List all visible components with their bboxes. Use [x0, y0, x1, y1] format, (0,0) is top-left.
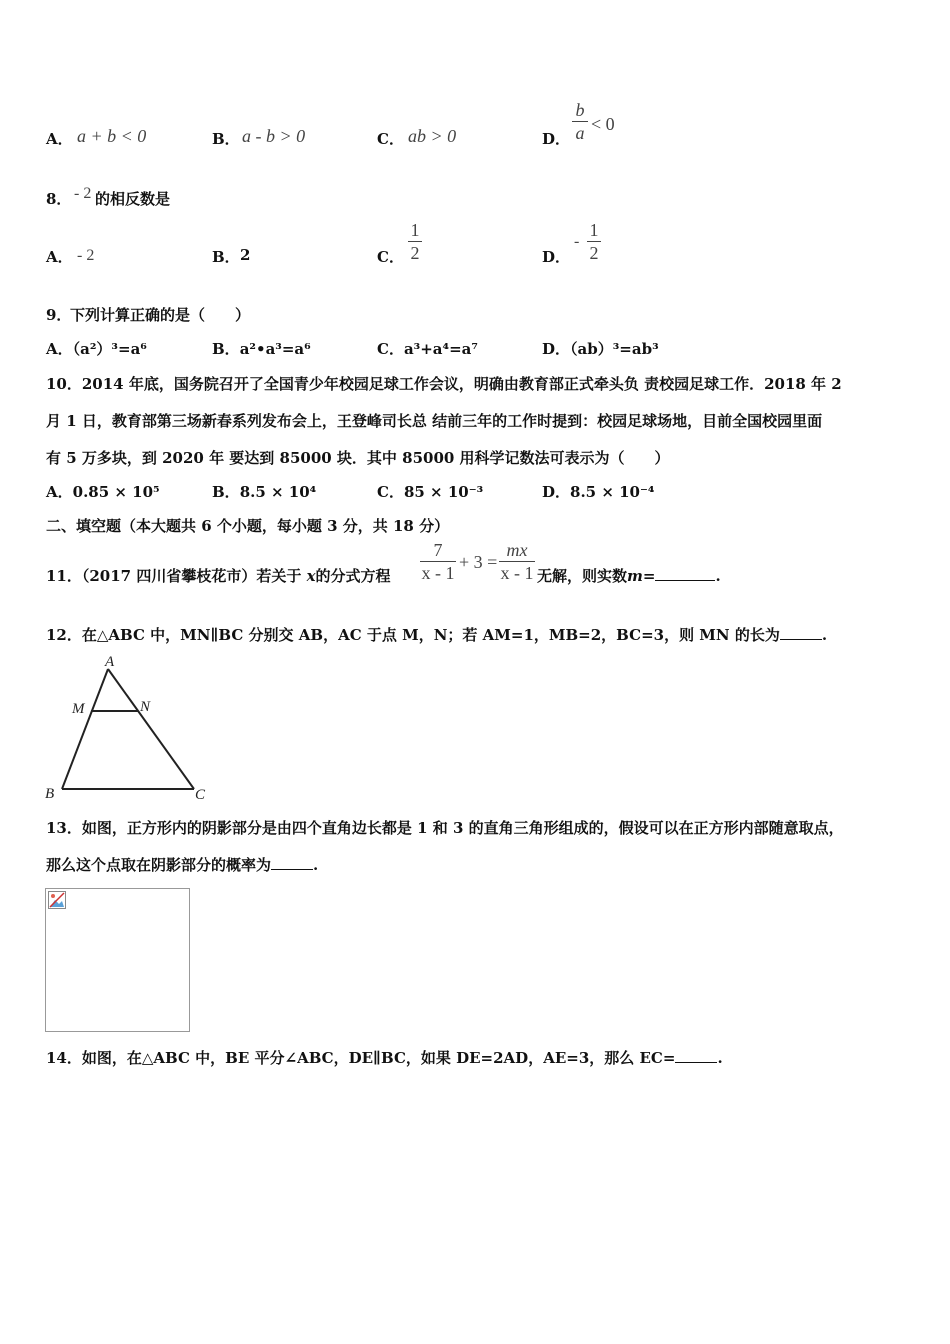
- q11-equals: =: [642, 567, 656, 585]
- q7-option-d: D．: [542, 130, 571, 148]
- option-expr: a²•a³=a⁶: [239, 340, 311, 358]
- option-letter: A．: [46, 483, 73, 501]
- q11-text-suffix: 无解，则实数: [537, 567, 628, 585]
- option-letter: A．: [46, 130, 73, 148]
- q11-period: .: [715, 567, 721, 585]
- q8-math: - 2: [74, 185, 92, 202]
- q9-option-b: [212, 338, 311, 359]
- q9-number: 9．: [46, 306, 72, 324]
- q8-option-d-sign: -: [574, 233, 580, 250]
- q10-option-b: [212, 481, 316, 502]
- q10-line3: 有 5 万多块，到 2020 年 要达到 85000 块．其中 85000 用科学记数法可表示为（ ）: [46, 449, 670, 467]
- q11-variable: x: [306, 567, 316, 585]
- fraction-denominator: a: [575, 123, 585, 143]
- fraction-denominator: 2: [410, 243, 420, 263]
- q7-option-a-expr: a + b < 0: [77, 126, 147, 146]
- fraction-numerator: mx: [506, 540, 528, 560]
- q8-option-d-fraction: [587, 220, 601, 263]
- q9-option-c: [377, 338, 478, 359]
- q10-line1: [46, 373, 842, 394]
- option-letter: B．: [212, 483, 240, 501]
- fraction-bar: [572, 121, 588, 122]
- answer-blank[interactable]: [655, 566, 715, 581]
- q9-option-a: [46, 338, 147, 359]
- q8-option-a-value: - 2: [77, 247, 95, 264]
- q7-option-d-rest: < 0: [591, 114, 615, 134]
- q8-option-c-fraction: [408, 220, 422, 263]
- fraction-numerator: 1: [410, 220, 420, 240]
- q10-text-line1: 2014 年底，国务院召开了全国青少年校园足球工作会议，明确由教育部正式牵头负 责校园足球工作．2018 年 2: [81, 375, 842, 393]
- q13-line2: [46, 854, 318, 875]
- q14-text: 如图，在△ABC 中，BE 平分∠ABC，DE∥BC，如果 DE=2AD，AE=3，那么 EC=: [81, 1049, 676, 1067]
- q10-number: 10．: [46, 375, 82, 393]
- q14-number: 14．: [46, 1049, 82, 1067]
- fraction-bar: [420, 561, 456, 562]
- q7-option-a: [46, 128, 73, 149]
- q13-period: .: [313, 856, 319, 874]
- option-expr: 8.5 × 10⁻⁴: [570, 483, 655, 501]
- q7-option-c: C．: [377, 130, 404, 148]
- option-expr: （ab）³=ab³: [570, 340, 659, 358]
- q8-option-b: B．: [212, 248, 240, 266]
- section-title: 二、填空题（本大题共 6 个小题，每小题 3 分，共 18 分）: [46, 517, 450, 535]
- q11-plus: + 3 =: [459, 552, 498, 572]
- q8-option-c: C．: [377, 248, 404, 266]
- q7-option-b-expr: a - b > 0: [242, 126, 306, 146]
- fraction-bar: [587, 241, 601, 242]
- q10-option-d: [542, 481, 655, 502]
- q12-number: 12．: [46, 626, 82, 644]
- option-letter: D．: [542, 340, 571, 358]
- fraction-numerator: 7: [433, 540, 443, 560]
- fraction-numerator: b: [575, 100, 585, 120]
- fraction-bar: [408, 241, 422, 242]
- q14-text-line: [46, 1047, 723, 1068]
- q13-line1: [46, 817, 844, 838]
- q13-number: 13．: [46, 819, 82, 837]
- q11-number: 11．: [46, 567, 82, 585]
- q12-text-line: [46, 624, 827, 645]
- q8-option-d: D．: [542, 248, 571, 266]
- q7-option-c-expr: ab > 0: [408, 126, 457, 146]
- q11-prefix: [46, 565, 391, 586]
- q9-option-d: [542, 338, 659, 359]
- q10-line2: 月 1 日，教育部第三场新春系列发布会上，王登峰司长总 结前三年的工作时提到：校园足球场地，目前全国校园里面: [46, 412, 823, 430]
- side-ac: [108, 669, 194, 789]
- option-expr: （a²）³=a⁶: [72, 340, 147, 358]
- q9-text: 下列计算正确的是（ ）: [70, 306, 251, 324]
- option-expr: a³+a⁴=a⁷: [403, 340, 478, 358]
- label-n: N: [140, 699, 151, 715]
- side-ab: [62, 669, 108, 789]
- option-expr: 0.85 × 10⁵: [72, 483, 160, 501]
- fraction-denominator: x - 1: [500, 563, 534, 583]
- fraction-bar: [499, 561, 535, 562]
- broken-image-icon: [48, 891, 66, 909]
- q10-option-c: [377, 481, 483, 502]
- answer-blank[interactable]: [271, 855, 313, 870]
- option-letter: C．: [377, 340, 404, 358]
- label-c: C: [195, 787, 206, 803]
- option-letter: B．: [212, 340, 240, 358]
- fraction-denominator: x - 1: [421, 563, 455, 583]
- answer-blank[interactable]: [780, 625, 822, 640]
- q12-text: 在△ABC 中，MN∥BC 分别交 AB，AC 于点 M，N；若 AM=1，MB=2，BC=3，则 MN 的长为: [81, 626, 780, 644]
- label-m: M: [72, 701, 85, 717]
- q11-text-mid: 的分式方程: [315, 567, 391, 585]
- option-expr: 85 × 10⁻³: [403, 483, 484, 501]
- label-a: A: [105, 654, 115, 670]
- fraction-numerator: 1: [589, 220, 599, 240]
- q8-option-a: A．: [46, 248, 73, 266]
- option-letter: C．: [377, 483, 404, 501]
- q11-text: （2017 四川省攀枝花市）若关于: [81, 567, 302, 585]
- q8-text: 的相反数是: [95, 190, 171, 208]
- q8-number: 8．: [46, 190, 72, 208]
- q11-variable-m: m: [627, 567, 643, 585]
- broken-image-placeholder: [45, 888, 190, 1032]
- q7-option-b: B．: [212, 130, 240, 148]
- q13-text-line1: 如图，正方形内的阴影部分是由四个直角边长都是 1 和 3 的直角三角形组成的，假设可以在正方形内部随意取点，: [81, 819, 844, 837]
- q8-option-b-value: 2: [240, 246, 251, 264]
- label-b: B: [45, 786, 55, 802]
- q13-text-line2: 那么这个点取在阴影部分的概率为: [46, 856, 272, 874]
- triangle-diagram: [42, 652, 212, 804]
- option-expr: 8.5 × 10⁴: [239, 483, 317, 501]
- answer-blank[interactable]: [675, 1048, 717, 1063]
- q7-option-d-fraction: [572, 100, 588, 143]
- option-letter: D．: [542, 483, 571, 501]
- q11-suffix: [537, 565, 721, 586]
- fraction-denominator: 2: [589, 243, 599, 263]
- q10-option-a: [46, 481, 160, 502]
- q11-fraction-2: [499, 540, 535, 583]
- q12-period: .: [821, 626, 828, 644]
- q14-period: .: [717, 1049, 723, 1067]
- option-letter: A．: [46, 340, 73, 358]
- q11-fraction-1: [420, 540, 456, 583]
